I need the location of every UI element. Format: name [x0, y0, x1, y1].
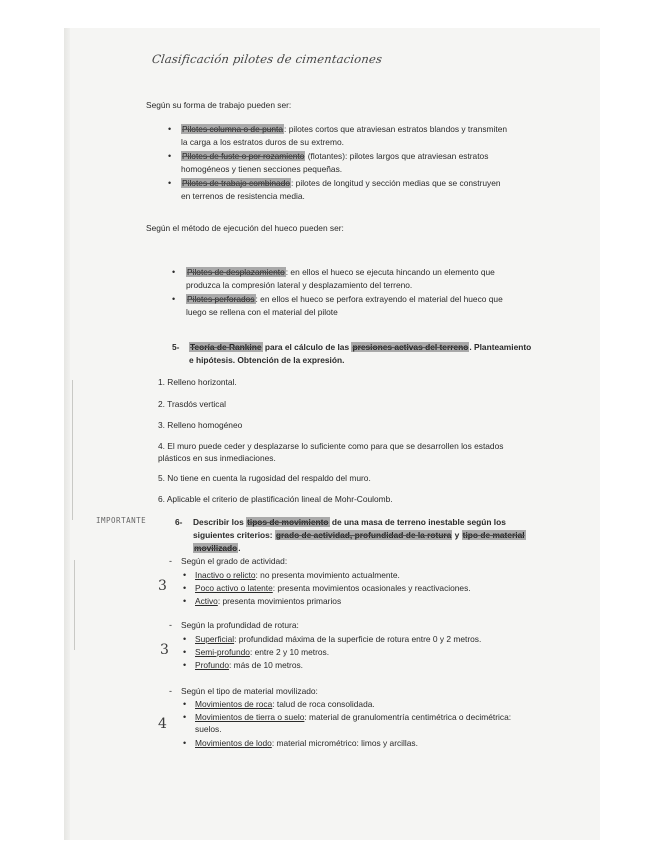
list-item: Activo: presenta movimientos primarios: [195, 596, 342, 606]
list-item: Pilotes de trabajo combinado: pilotes de longitud y sección medias que se construyen: [182, 178, 501, 188]
bullet-icon: •: [183, 660, 187, 670]
question-6-heading: Describir los tipos de movimiento de una masa de terreno inestable según los: [193, 517, 506, 527]
list-item: Movimientos de tierra o suelo: material de granulomentría centimétrica o decimétrica:: [195, 712, 512, 722]
list-item: Poco activo o latente: presenta movimientos ocasionales y reactivaciones.: [195, 583, 471, 593]
list-item: Superficial: profundidad máxima de la superficie de rotura entre 0 y 2 metros.: [195, 634, 482, 644]
list-item: Pilotes de fuste o por rozamiento (flotantes): pilotes largos que atraviesan estratos: [182, 151, 489, 161]
section-forma-trabajo-intro: Según su forma de trabajo pueden ser:: [146, 100, 292, 110]
list-item: Movimientos de lodo: material micrométrico: limos y arcillas.: [195, 738, 418, 748]
highlighted-term: Pilotes de fuste o por rozamiento: [182, 151, 305, 161]
scan-artifact: [74, 560, 75, 650]
section-metodo-ejecucion-intro: Según el método de ejecución del hueco pueden ser:: [146, 223, 344, 233]
dash-icon: -: [169, 620, 172, 630]
hypothesis-item: 5. No tiene en cuenta la rugosidad del respaldo del muro.: [158, 473, 371, 483]
bullet-icon: •: [168, 124, 172, 134]
question-5-heading: Teoría de Rankine para el cálculo de las presiones activas del terreno. Planteamiento: [190, 342, 532, 352]
highlighted-term: Pilotes de trabajo combinado: [182, 178, 291, 188]
handwritten-score: 4: [158, 716, 167, 732]
question-5-heading-cont: e hipótesis. Obtención de la expresión.: [189, 355, 345, 365]
bullet-icon: •: [168, 151, 172, 161]
bullet-icon: •: [183, 596, 187, 606]
dash-icon: -: [169, 686, 172, 696]
criterion-heading: Según la profundidad de rotura:: [181, 620, 299, 630]
bullet-icon: •: [183, 583, 187, 593]
handwritten-score: 3: [160, 642, 169, 658]
criterion-heading: Según el tipo de material movilizado:: [181, 686, 318, 696]
bullet-icon: •: [172, 294, 176, 304]
bullet-icon: •: [168, 178, 172, 188]
list-item-cont: la carga a los estratos duros de su extremo.: [181, 137, 344, 147]
criterion-heading: Según el grado de actividad:: [181, 556, 288, 566]
bullet-icon: •: [183, 738, 187, 748]
bullet-icon: •: [183, 634, 187, 644]
hypothesis-item: 1. Relleno horizontal.: [158, 377, 237, 387]
question-6-number: 6-: [175, 517, 183, 527]
list-item-cont: luego se rellena con el material del pilote: [186, 307, 338, 317]
bullet-icon: •: [183, 570, 187, 580]
list-item: Semi-profundo: entre 2 y 10 metros.: [195, 647, 330, 657]
list-item-cont: produzca la compresión lateral y desplazamiento del terreno.: [186, 280, 413, 290]
handwritten-score: 3: [158, 578, 167, 594]
list-item-cont: suelos.: [195, 724, 222, 734]
page-title: Clasificación pilotes de cimentaciones: [151, 52, 384, 66]
bullet-icon: •: [183, 712, 187, 722]
list-item: Movimientos de roca: talud de roca consolidada.: [195, 699, 375, 709]
bullet-icon: •: [183, 699, 187, 709]
hypothesis-item: 6. Aplicable el criterio de plastificación lineal de Mohr-Coulomb.: [158, 494, 393, 504]
list-item: Pilotes columna o de punta: pilotes cortos que atraviesan estratos blandos y transmiten: [182, 124, 508, 134]
scan-artifact: [72, 380, 73, 520]
hypothesis-item: 4. El muro puede ceder y desplazarse lo suficiente como para que se desarrollen los estados: [158, 441, 504, 451]
hypothesis-item-cont: plásticos en sus inmediaciones.: [158, 453, 276, 463]
hypothesis-item: 3. Relleno homogéneo: [158, 420, 243, 430]
margin-note-importante: IMPORTANTE: [96, 516, 147, 525]
highlighted-term: Pilotes columna o de punta: [182, 124, 284, 134]
highlighted-term: Pilotes perforados: [187, 294, 255, 304]
highlighted-term: Pilotes de desplazamiento: [187, 267, 285, 277]
question-6-heading-cont: siguientes criterios: grado de actividad, profundidad de la rotura y tipo de material: [193, 530, 525, 540]
hypothesis-item: 2. Trasdós vertical: [158, 399, 226, 409]
bullet-icon: •: [172, 267, 176, 277]
dash-icon: -: [169, 556, 172, 566]
list-item: Inactivo o relicto: no presenta movimiento actualmente.: [195, 570, 400, 580]
list-item-cont: en terrenos de resistencia media.: [181, 191, 305, 201]
list-item: Pilotes perforados: en ellos el hueco se perfora extrayendo el material del hueco que: [187, 294, 503, 304]
bullet-icon: •: [183, 647, 187, 657]
question-6-heading-cont: movilizado.: [194, 543, 241, 553]
list-item-cont: homogéneos y tienen secciones pequeñas.: [181, 164, 343, 174]
list-item: Pilotes de desplazamiento: en ellos el hueco se ejecuta hincando un elemento que: [187, 267, 495, 277]
question-5-number: 5-: [172, 342, 180, 352]
list-item: Profundo: más de 10 metros.: [195, 660, 304, 670]
